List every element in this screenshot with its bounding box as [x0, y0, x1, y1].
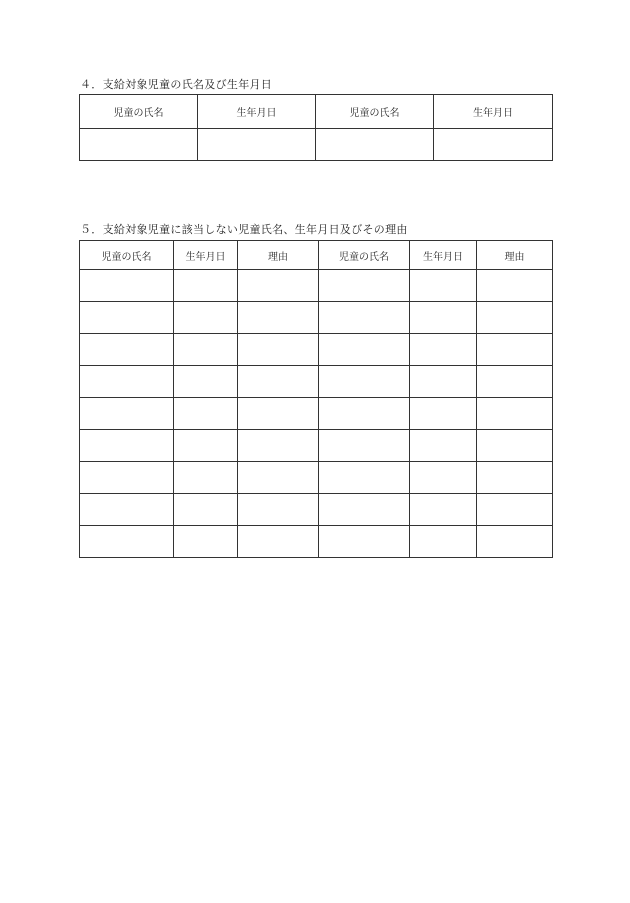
table-cell[interactable] — [238, 494, 319, 526]
table-cell[interactable] — [174, 494, 238, 526]
table-cell[interactable] — [198, 129, 316, 161]
table-row — [80, 398, 553, 430]
header-birth-date: 生年月日 — [174, 241, 238, 270]
table-cell[interactable] — [319, 462, 410, 494]
table-row — [80, 366, 553, 398]
table-cell[interactable] — [174, 302, 238, 334]
table-cell[interactable] — [410, 462, 477, 494]
section-4-table — [79, 94, 553, 161]
table-header-row — [80, 241, 553, 270]
table-cell[interactable] — [410, 270, 477, 302]
table-row — [80, 334, 553, 366]
header-child-name: 児童の氏名 — [80, 95, 198, 129]
header-birth-date: 生年月日 — [410, 241, 477, 270]
table-cell[interactable] — [410, 302, 477, 334]
table-cell[interactable] — [319, 302, 410, 334]
table-row — [80, 462, 553, 494]
header-reason: 理由 — [477, 241, 553, 270]
table-cell[interactable] — [477, 366, 553, 398]
table-cell[interactable] — [477, 526, 553, 558]
table-cell[interactable] — [174, 430, 238, 462]
section-4-heading: ４．支給対象児童の氏名及び生年月日 — [80, 78, 273, 91]
table-cell[interactable] — [319, 398, 410, 430]
table-cell[interactable] — [80, 302, 174, 334]
table-cell[interactable] — [319, 334, 410, 366]
header-child-name: 児童の氏名 — [319, 241, 410, 270]
table-cell[interactable] — [477, 302, 553, 334]
table-cell[interactable] — [410, 526, 477, 558]
header-birth-date: 生年月日 — [198, 95, 316, 129]
table-cell[interactable] — [174, 526, 238, 558]
table-cell[interactable] — [319, 366, 410, 398]
table-cell[interactable] — [238, 366, 319, 398]
table-cell[interactable] — [80, 494, 174, 526]
table-cell[interactable] — [477, 494, 553, 526]
table-cell[interactable] — [174, 462, 238, 494]
table-cell[interactable] — [238, 270, 319, 302]
table-cell[interactable] — [174, 334, 238, 366]
table-cell[interactable] — [434, 129, 553, 161]
table-cell[interactable] — [319, 270, 410, 302]
table-cell[interactable] — [80, 129, 198, 161]
table-cell[interactable] — [410, 430, 477, 462]
table-row — [80, 129, 553, 161]
table-cell[interactable] — [238, 302, 319, 334]
table-cell[interactable] — [80, 334, 174, 366]
section-5-table — [79, 240, 553, 558]
table-cell[interactable] — [238, 430, 319, 462]
table-cell[interactable] — [319, 494, 410, 526]
table-cell[interactable] — [238, 334, 319, 366]
table-cell[interactable] — [80, 366, 174, 398]
section-5-heading: ５．支給対象児童に該当しない児童氏名、生年月日及びその理由 — [80, 223, 408, 236]
table-row — [80, 430, 553, 462]
table-row — [80, 526, 553, 558]
table-cell[interactable] — [410, 366, 477, 398]
table-cell[interactable] — [477, 462, 553, 494]
table-cell[interactable] — [238, 398, 319, 430]
table-cell[interactable] — [319, 430, 410, 462]
table-cell[interactable] — [410, 494, 477, 526]
table-cell[interactable] — [316, 129, 434, 161]
table-cell[interactable] — [238, 526, 319, 558]
table-cell[interactable] — [477, 334, 553, 366]
table-row — [80, 270, 553, 302]
table-cell[interactable] — [174, 398, 238, 430]
table-cell[interactable] — [80, 398, 174, 430]
table-cell[interactable] — [238, 462, 319, 494]
table-cell[interactable] — [174, 270, 238, 302]
table-cell[interactable] — [319, 526, 410, 558]
table-cell[interactable] — [477, 398, 553, 430]
table-cell[interactable] — [80, 270, 174, 302]
table-cell[interactable] — [477, 270, 553, 302]
table-cell[interactable] — [410, 398, 477, 430]
header-child-name: 児童の氏名 — [316, 95, 434, 129]
table-row — [80, 494, 553, 526]
table-cell[interactable] — [477, 430, 553, 462]
header-reason: 理由 — [238, 241, 319, 270]
table-cell[interactable] — [80, 430, 174, 462]
table-cell[interactable] — [80, 462, 174, 494]
table-cell[interactable] — [174, 366, 238, 398]
header-birth-date: 生年月日 — [434, 95, 553, 129]
table-row — [80, 302, 553, 334]
table-cell[interactable] — [410, 334, 477, 366]
header-child-name: 児童の氏名 — [80, 241, 174, 270]
table-cell[interactable] — [80, 526, 174, 558]
table-header-row — [80, 95, 553, 129]
